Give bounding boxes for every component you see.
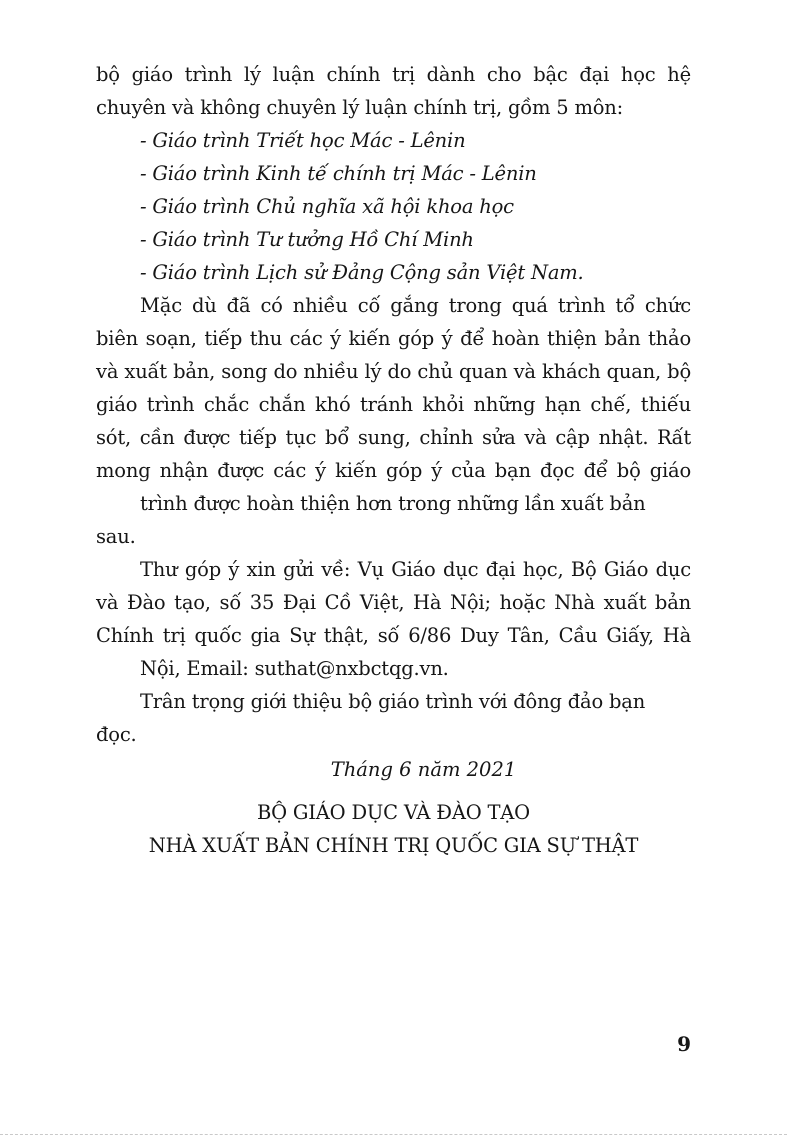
paragraph-line: Chính trị quốc gia Sự thật, số 6/86 Duy Tân, Cầu Giấy, Hà bbox=[96, 624, 691, 647]
paragraph-line: xuất bản, song do nhiều lý do chủ quan và khách quan, bộ bbox=[124, 360, 692, 383]
subject-item: - Giáo trình Kinh tế chính trị Mác - Lênin bbox=[140, 162, 537, 185]
paragraph-line: Thư góp ý xin gửi về: Vụ Giáo dục đại học, Bộ Giáo dục bbox=[140, 558, 691, 581]
page-edge-divider bbox=[0, 1134, 787, 1135]
contact-paragraph bbox=[96, 553, 691, 685]
paragraph-line: Nội, Email: suthat@nxbctqg.vn. bbox=[140, 657, 449, 680]
subject-item: - Giáo trình Triết học Mác - Lênin bbox=[140, 129, 466, 152]
paragraph-line: giáo trình chắc chắn khó tránh khỏi những hạn chế, thiếu bbox=[96, 393, 691, 416]
intro-line: chuyên và không chuyên lý luận chính trị, gồm 5 môn: bbox=[96, 96, 624, 119]
intro-paragraph bbox=[96, 58, 691, 124]
subject-item: - Giáo trình Lịch sử Đảng Cộng sản Việt Nam. bbox=[140, 261, 584, 284]
feedback-paragraph bbox=[96, 289, 691, 553]
paragraph-line: sót, cần được tiếp tục bổ sung, chỉnh sửa và cập nhật. Rất bbox=[96, 426, 691, 449]
intro-line: bộ giáo trình lý luận chính trị dành cho bậc đại học hệ bbox=[96, 63, 691, 86]
signature-block bbox=[96, 796, 691, 862]
subject-item: - Giáo trình Chủ nghĩa xã hội khoa học bbox=[140, 195, 514, 218]
subject-item: - Giáo trình Tư tưởng Hồ Chí Minh bbox=[140, 228, 474, 251]
page-number: 9 bbox=[677, 1032, 691, 1056]
closing-paragraph bbox=[96, 685, 691, 751]
paragraph-line: soạn, tiếp thu các ý kiến góp ý để hoàn thiện bản thảo và bbox=[96, 327, 692, 383]
paragraph-line: trình được hoàn thiện hơn trong những lần xuất bản sau. bbox=[96, 492, 646, 548]
paragraph-line: Trân trọng giới thiệu bộ giáo trình với đông đảo bạn đọc. bbox=[96, 690, 646, 746]
subject-list bbox=[96, 124, 691, 289]
paragraph-line: Mặc dù đã có nhiều cố gắng trong quá trình tổ chức biên bbox=[96, 294, 691, 350]
page-body bbox=[96, 58, 691, 862]
ministry-name: BỘ GIÁO DỤC VÀ ĐÀO TẠO bbox=[257, 801, 530, 824]
paragraph-line: và Đào tạo, số 35 Đại Cồ Việt, Hà Nội; hoặc Nhà xuất bản bbox=[96, 591, 691, 614]
paragraph-line: mong nhận được các ý kiến góp ý của bạn đọc để bộ giáo bbox=[96, 459, 691, 482]
publication-date: Tháng 6 năm 2021 bbox=[330, 758, 517, 781]
publisher-name: NHÀ XUẤT BẢN CHÍNH TRỊ QUỐC GIA SỰ THẬT bbox=[148, 834, 639, 857]
